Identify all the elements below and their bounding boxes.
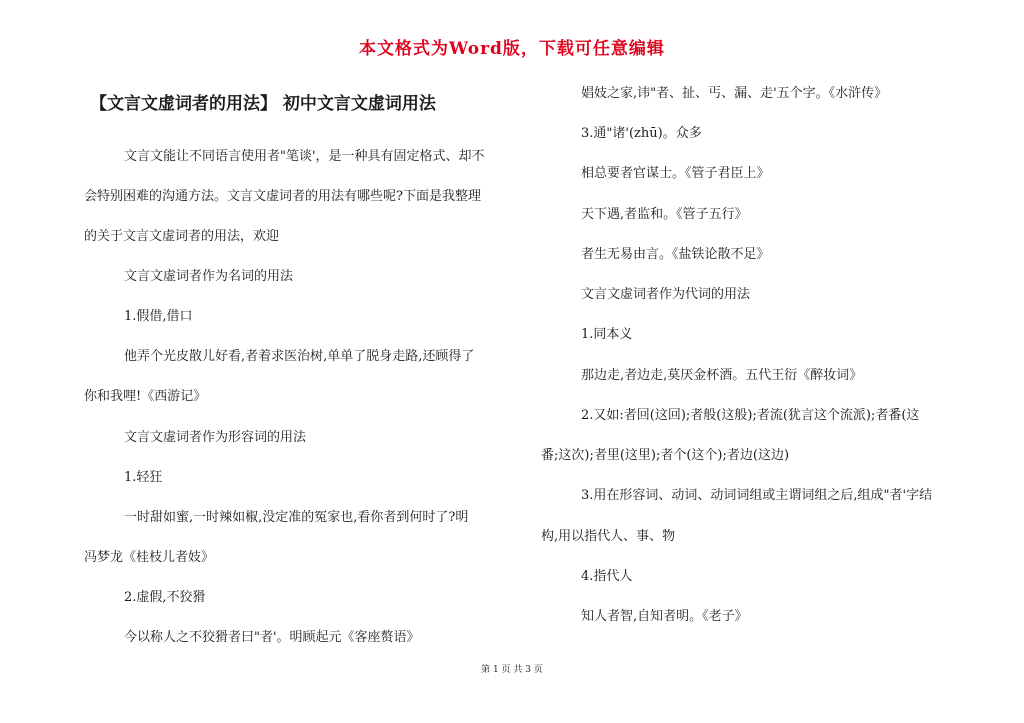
paragraph-line: 冯梦龙《桂枝儿者妓》 xyxy=(84,550,215,565)
paragraph-line: 的关于文言文虚词者的用法，欢迎 xyxy=(84,229,280,244)
paragraph-line: 天下遇,者监和。《管子五行》 xyxy=(581,207,748,222)
page-title: 【文言文虚词者的用法】 初中文言文虚词用法 xyxy=(90,94,436,114)
paragraph-line: 4.指代人 xyxy=(581,569,633,584)
paragraph-line: 相总要者官谋士。《管子君臣上》 xyxy=(581,166,770,181)
paragraph-line: 1.轻狂 xyxy=(124,470,163,485)
paragraph-line: 2.又如:者回(这回);者般(这般);者流(犹言这个流派);者番(这 xyxy=(581,408,920,423)
paragraph-line: 1.假借,借口 xyxy=(124,309,193,324)
paragraph-line: 者生无易由言。《盐铁论散不足》 xyxy=(581,247,770,262)
section-heading: 文言文虚词者作为名词的用法 xyxy=(124,269,294,284)
paragraph-line: 一时甜如蜜,一时辣如椒,没定准的冤家也,看你者到何时了?明 xyxy=(124,510,469,525)
paragraph-line: 今以称人之不狡猾者曰"者'。明顾起元《客座赘语》 xyxy=(124,630,420,645)
paragraph-line: 构,用以指代人、事、物 xyxy=(541,529,676,544)
paragraph-line: 会特别困难的沟通方法。文言文虚词者的用法有哪些呢?下面是我整理 xyxy=(84,189,481,204)
document-banner: 本文格式为Word版，下载可任意编辑 xyxy=(359,39,665,59)
paragraph-line: 番;这次);者里(这里);者个(这个);者边(这边) xyxy=(541,448,790,463)
paragraph-line: 娼妓之家,讳"者、扯、丐、漏、走'五个字。《水浒传》 xyxy=(581,86,888,101)
paragraph-line: 那边走,者边走,莫厌金杯酒。五代王衍《醉妆词》 xyxy=(581,368,863,383)
paragraph-line: 知人者智,自知者明。《老子》 xyxy=(581,609,748,624)
paragraph-line: 3.用在形容词、动词、动词词组或主谓词组之后,组成"者'字结 xyxy=(581,488,933,503)
section-heading: 文言文虚词者作为形容词的用法 xyxy=(124,430,307,445)
paragraph-line: 你和我哩!《西游记》 xyxy=(84,389,207,404)
paragraph-line: 3.通"诸'(zhū)。众多 xyxy=(581,126,702,141)
section-heading: 文言文虚词者作为代词的用法 xyxy=(581,287,751,302)
paragraph-line: 1.同本义 xyxy=(581,327,633,342)
paragraph-line: 文言文能让不同语言使用者"笔谈'，是一种具有固定格式、却不 xyxy=(124,149,485,164)
paragraph-line: 他弄个光皮散儿好看,者着求医治树,单单了脱身走路,还顾得了 xyxy=(124,349,475,364)
paragraph-line: 2.虚假,不狡猾 xyxy=(124,590,206,605)
page-number: 第 1 页 共 3 页 xyxy=(481,665,543,675)
